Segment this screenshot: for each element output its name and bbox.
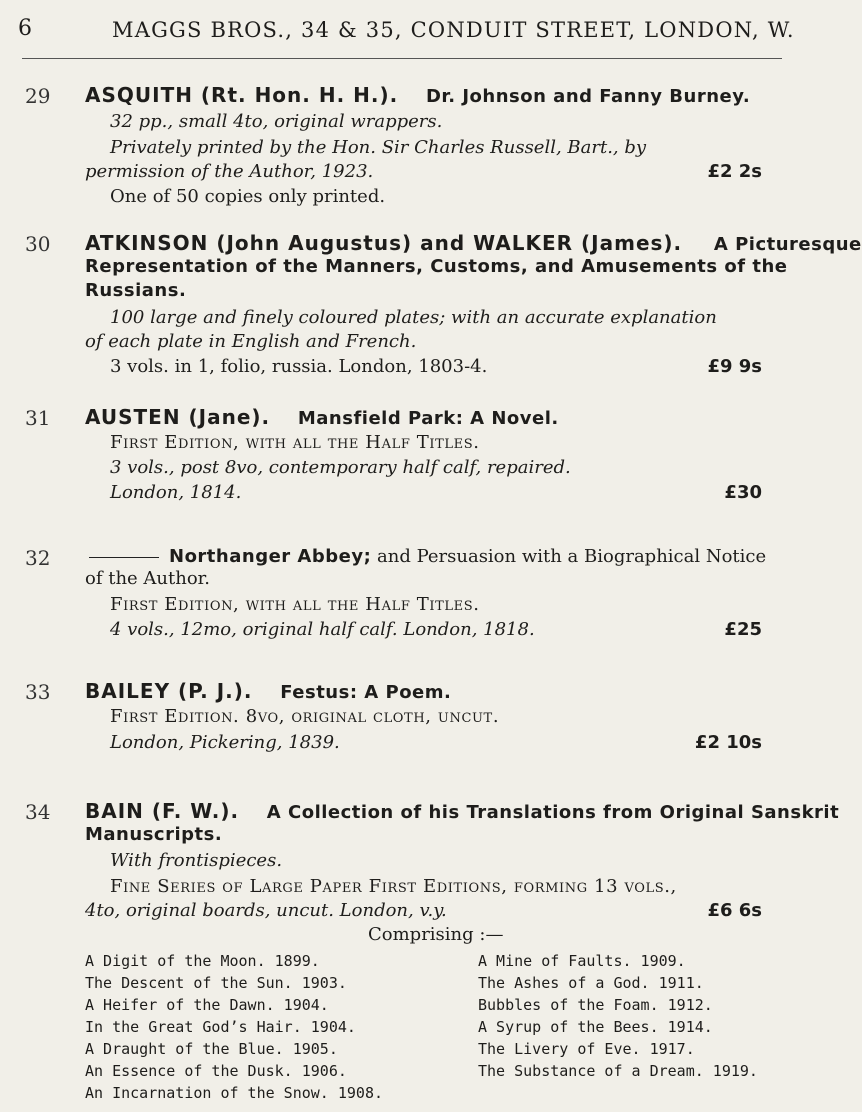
entry-edition: Fine Series of Large Paper First Editions, forming 13 vols., xyxy=(110,876,677,897)
entry-title: A Picturesque xyxy=(713,234,862,255)
list-item: The Ashes of a God. 1911. xyxy=(478,974,704,992)
entry-title-rest: and Persuasion with a Biographical Notice xyxy=(377,546,767,567)
list-item: An Essence of the Dusk. 1906. xyxy=(85,1062,347,1080)
entry-price: £25 xyxy=(724,619,762,640)
entry-title-end: Russians. xyxy=(85,280,187,301)
entry-format: 4 vols., 12mo, original half calf. London, 1818. xyxy=(110,619,535,640)
entry-description: 100 large and finely coloured plates; with an accurate explanation xyxy=(110,307,717,328)
list-item: A Digit of the Moon. 1899. xyxy=(85,952,320,970)
entry-title-cont: Manuscripts. xyxy=(85,824,223,845)
entry-price: £30 xyxy=(724,482,762,503)
entry-number: 30 xyxy=(25,232,51,256)
entry-author: BAIN (F. W.). xyxy=(85,799,240,823)
entry-title: Northanger Abbey; xyxy=(169,546,372,567)
entry-author: BAILEY (P. J.). xyxy=(85,679,253,703)
entry-format: 3 vols. in 1, folio, russia. London, 1803-4. xyxy=(110,356,488,377)
entry-number: 34 xyxy=(25,800,51,824)
entry-author: ATKINSON (John Augustus) and WALKER (James). xyxy=(85,231,683,255)
list-item: The Substance of a Dream. 1919. xyxy=(478,1062,758,1080)
entry-number: 32 xyxy=(25,546,51,570)
entry-imprint: London, Pickering, 1839. xyxy=(110,732,340,753)
header-rule xyxy=(22,58,782,59)
entry-number: 29 xyxy=(25,84,51,108)
ditto-rule xyxy=(89,557,159,558)
entry-price: £9 9s xyxy=(707,356,762,377)
entry-title-cont: Representation of the Manners, Customs, and Amusements of the xyxy=(85,256,788,277)
entry-price: £2 2s xyxy=(707,161,762,182)
entry-price: £6 6s xyxy=(707,900,762,921)
entry-imprint: London, 1814. xyxy=(110,482,242,503)
list-item: A Draught of the Blue. 1905. xyxy=(85,1040,338,1058)
entry-author: ASQUITH (Rt. Hon. H. H.). xyxy=(85,83,399,107)
entry-number: 33 xyxy=(25,680,51,704)
list-item: In the Great God’s Hair. 1904. xyxy=(85,1018,356,1036)
entry-description: 32 pp., small 4to, original wrappers. xyxy=(110,111,443,132)
entry-note: One of 50 copies only printed. xyxy=(110,186,386,207)
list-item: Bubbles of the Foam. 1912. xyxy=(478,996,713,1014)
entry-imprint-cont: permission of the Author, 1923. xyxy=(85,161,374,182)
entry-edition: First Edition. 8vo, original cloth, uncut. xyxy=(110,706,500,727)
list-item: A Syrup of the Bees. 1914. xyxy=(478,1018,713,1036)
list-item: A Heifer of the Dawn. 1904. xyxy=(85,996,329,1014)
entry-title-cont: of the Author. xyxy=(85,568,211,589)
entry-imprint: Privately printed by the Hon. Sir Charles Russell, Bart., by xyxy=(110,137,647,158)
list-item: The Descent of the Sun. 1903. xyxy=(85,974,347,992)
entry-title: Dr. Johnson and Fanny Burney. xyxy=(425,86,751,107)
entry-title: Mansfield Park: A Novel. xyxy=(297,408,559,429)
entry-title: A Collection of his Translations from Original Sanskrit xyxy=(266,802,840,823)
list-item: The Livery of Eve. 1917. xyxy=(478,1040,695,1058)
entry-format: 4to, original boards, uncut. London, v.y. xyxy=(85,900,447,921)
page-header xyxy=(0,16,800,56)
entry-edition: First Edition, with all the Half Titles. xyxy=(110,432,480,453)
entry-price: £2 10s xyxy=(694,732,762,753)
entry-number: 31 xyxy=(25,406,51,430)
entry-title: Festus: A Poem. xyxy=(280,682,452,703)
entry-description-cont: of each plate in English and French. xyxy=(85,331,417,352)
entry-edition: First Edition, with all the Half Titles. xyxy=(110,594,480,615)
page-number: 6 xyxy=(18,16,32,41)
comprising-label: Comprising :— xyxy=(368,924,504,945)
list-item: A Mine of Faults. 1909. xyxy=(478,952,686,970)
list-item: An Incarnation of the Snow. 1908. xyxy=(85,1084,384,1102)
running-title: MAGGS BROS., 34 & 35, CONDUIT STREET, LONDON, W. xyxy=(112,18,795,42)
entry-format: 3 vols., post 8vo, contemporary half calf, repaired. xyxy=(110,457,571,478)
entry-author: AUSTEN (Jane). xyxy=(85,405,271,429)
entry-description: With frontispieces. xyxy=(110,850,283,871)
